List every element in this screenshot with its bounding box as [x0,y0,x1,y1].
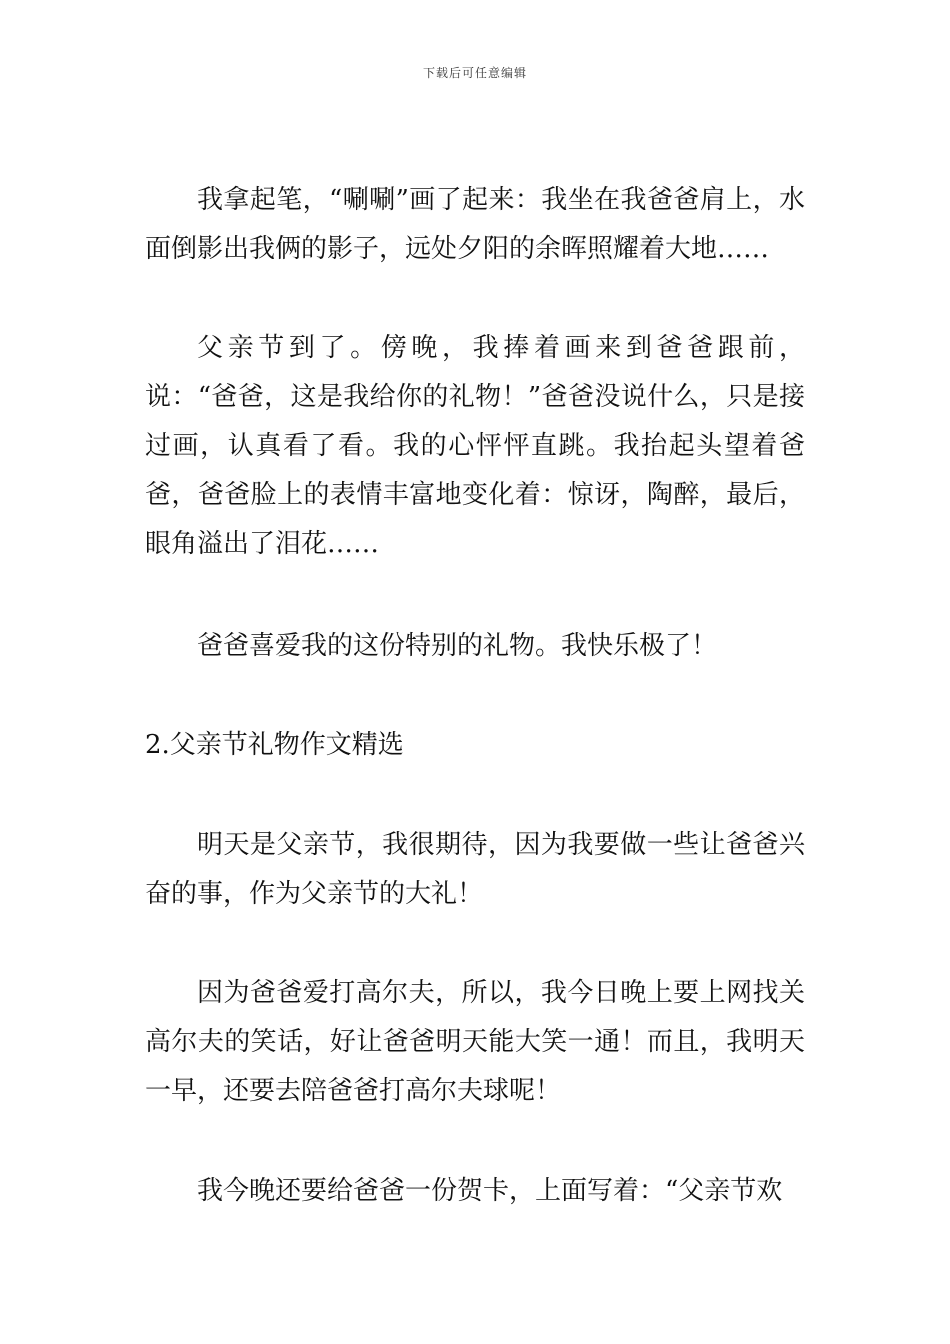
paragraph-card: 我今晚还要给爸爸一份贺卡，上面写着：“父亲节欢 [197,1176,783,1206]
paragraph-golf: 因为爸爸爱打高尔夫，所以，我今日晚上要上网找关高尔夫的笑话，好让爸爸明天能大笑一通！而且，我明天一早，还要去陪爸爸打高尔夫球呢！ [145,978,805,1106]
paragraph-happy: 爸爸喜爱我的这份特别的礼物。我快乐极了！ [197,631,718,661]
paragraph-tomorrow: 明天是父亲节，我很期待，因为我要做一些让爸爸兴奋的事，作为父亲节的大礼！ [145,830,805,909]
page-header: 下载后可任意编辑 [422,66,527,80]
paragraph-fathers-day-gift: 父亲节到了。傍晚，我捧着画来到爸爸跟前，说：“爸爸，这是我给你的礼物！”爸爸没说什么，只是接过画，认真看了看。我的心怦怦直跳。我抬起头望着爸爸，爸爸脸上的表情丰富地变化着：惊讶，陶醉，最后，眼角溢出了泪花…… [145,333,805,559]
paragraph-drawing: 我拿起笔，“唰唰”画了起来：我坐在我爸爸肩上，水面倒影出我俩的影子，远处夕阳的余晖照耀着大地…… [145,185,805,264]
section-heading: 2.父亲节礼物作文精选 [145,730,404,760]
